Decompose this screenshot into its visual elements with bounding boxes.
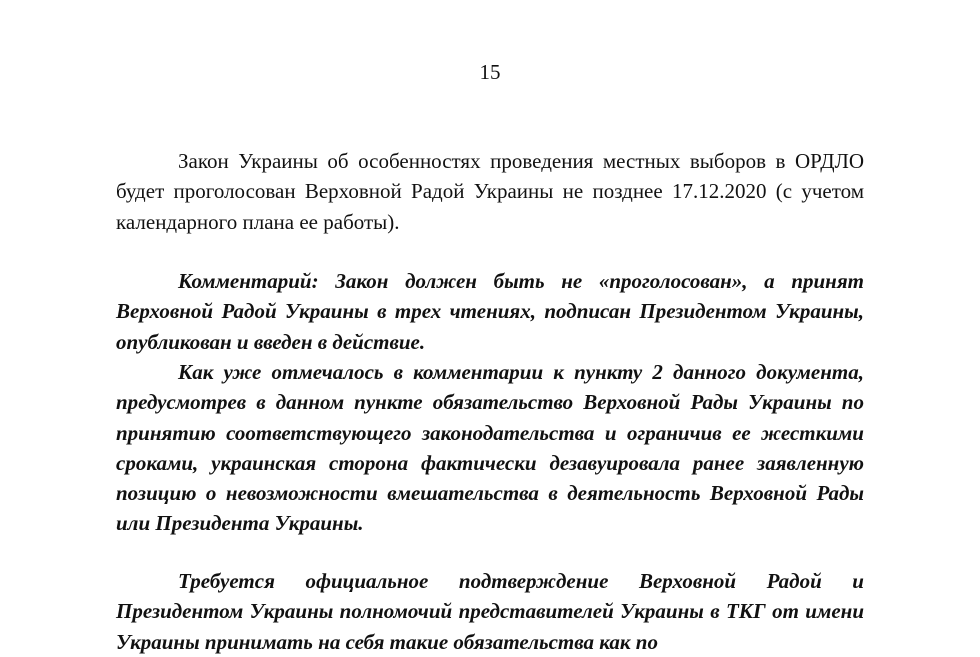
page-number: 15 [479, 60, 501, 84]
intro-paragraph: Закон Украины об особенностях проведения местных выборов в ОРДЛО будет проголосован Верховной Радой Украины не позднее 17.12.2020 (с учетом календарного плана ее работы). [116, 149, 864, 234]
comment-paragraph: Требуется официальное подтверждение Верховной Радой и Президентом Украины полномочий представителей Украины в ТКГ от имени Украины принимать на себя такие обязательства как по [116, 569, 864, 654]
comment-paragraph: Как уже отмечалось в комментарии к пункту 2 данного документа, предусмотрев в данном пункте обязательство Верховной Рады Украины по принятию соответствующего законодательства и ограничив ее жесткими сроками, украинская сторона фактически дезавуировала ранее заявленную позицию о невозможности вмешательства в деятельность Верховной Рады или Президента Украины. [116, 360, 864, 536]
comment-paragraph: Комментарий: Закон должен быть не «проголосован», а принят Верховной Радой Украины в трех чтениях, подписан Президентом Украины, опубликован и введен в действие. [116, 269, 864, 354]
